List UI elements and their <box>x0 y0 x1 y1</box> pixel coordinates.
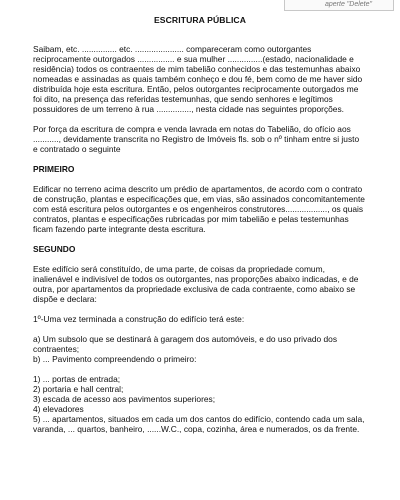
document-title: ESCRITURA PÚBLICA <box>153 15 247 25</box>
list-item: 4) elevadores <box>33 404 84 414</box>
delete-hint-text: aperte "Delete" <box>325 1 372 8</box>
list-item: 3) escada de acesso aos pavimentos superiores; <box>33 394 216 404</box>
document-body <box>33 44 366 434</box>
items-list <box>33 374 366 434</box>
item-b: b) ... Pavimento compreendendo o primeiro: <box>33 354 197 364</box>
list-item: 1) ... portas de entrada; <box>33 374 121 384</box>
intro-paragraph: Saibam, etc. ............... etc. ..................... compareceram como outorgantes reciprocamente outorgados ................ e sua mulher ...............(estado, nacionalidade e residência) todos os contraentes de mim tabelião conhecidos e das testemunhas abaixo nomeadas e assinadas as quais também conheço e dou fé, bem como de me haver sido distribuída hoje esta escritura. Então, pelos outorgantes reciprocamente outorgados me foi dito, na presença das referidas testemunhas, que sendo senhores e legítimos possuidores de um terreno à rua ..............., nesta cidade nas seguintes proporções. <box>33 44 363 114</box>
section-primeiro-text: Edificar no terreno acima descrito um prédio de apartamentos, de acordo com o contrato de construção, plantas e especificações que, em vias, são assinados concomitantemente com está escritura pelos outorgantes e os engenheiros construtores.................., os quais contratos, plantas e especificações rubricadas por mim tabelião e pelas testemunhas ficam fazendo parte integrante desta escritura. <box>33 184 365 234</box>
list-item: 2) portaria e hall central; <box>33 384 124 394</box>
section-segundo-text: Este edifício será constituído, de uma parte, de coisas da propriedade comum, inalienável e indivisível de todos os outorgantes, nas proporções abaixo indicadas, e de outra, por apartamentos da propriedade exclusiva de cada contraente, como abaixo se dispõe e declara: <box>33 264 359 304</box>
second-paragraph: Por força da escritura de compra e venda lavrada em notas do Tabelião, do ofício aos ..........., devidamente transcrita no Registro de Imóveis fls. sob o nº tinham entre si justo e contratado o seguinte <box>33 124 360 154</box>
section-primeiro-heading: PRIMEIRO <box>33 164 75 174</box>
item-1-intro: 1º-Uma vez terminada a construção do edifício terá este: <box>33 314 245 324</box>
section-segundo-heading: SEGUNDO <box>33 244 76 254</box>
item-a: a) Um subsolo que se destinará à garagem dos automóveis, e do uso privado dos contraentes; <box>33 334 338 354</box>
list-item: 5) ... apartamentos, situados em cada um dos cantos do edifício, contendo cada um sala, varanda, ... quartos, banheiro, ......W.C., copa, cozinha, área e numerados, os da frente. <box>33 414 365 434</box>
delete-hint-box <box>284 0 394 11</box>
